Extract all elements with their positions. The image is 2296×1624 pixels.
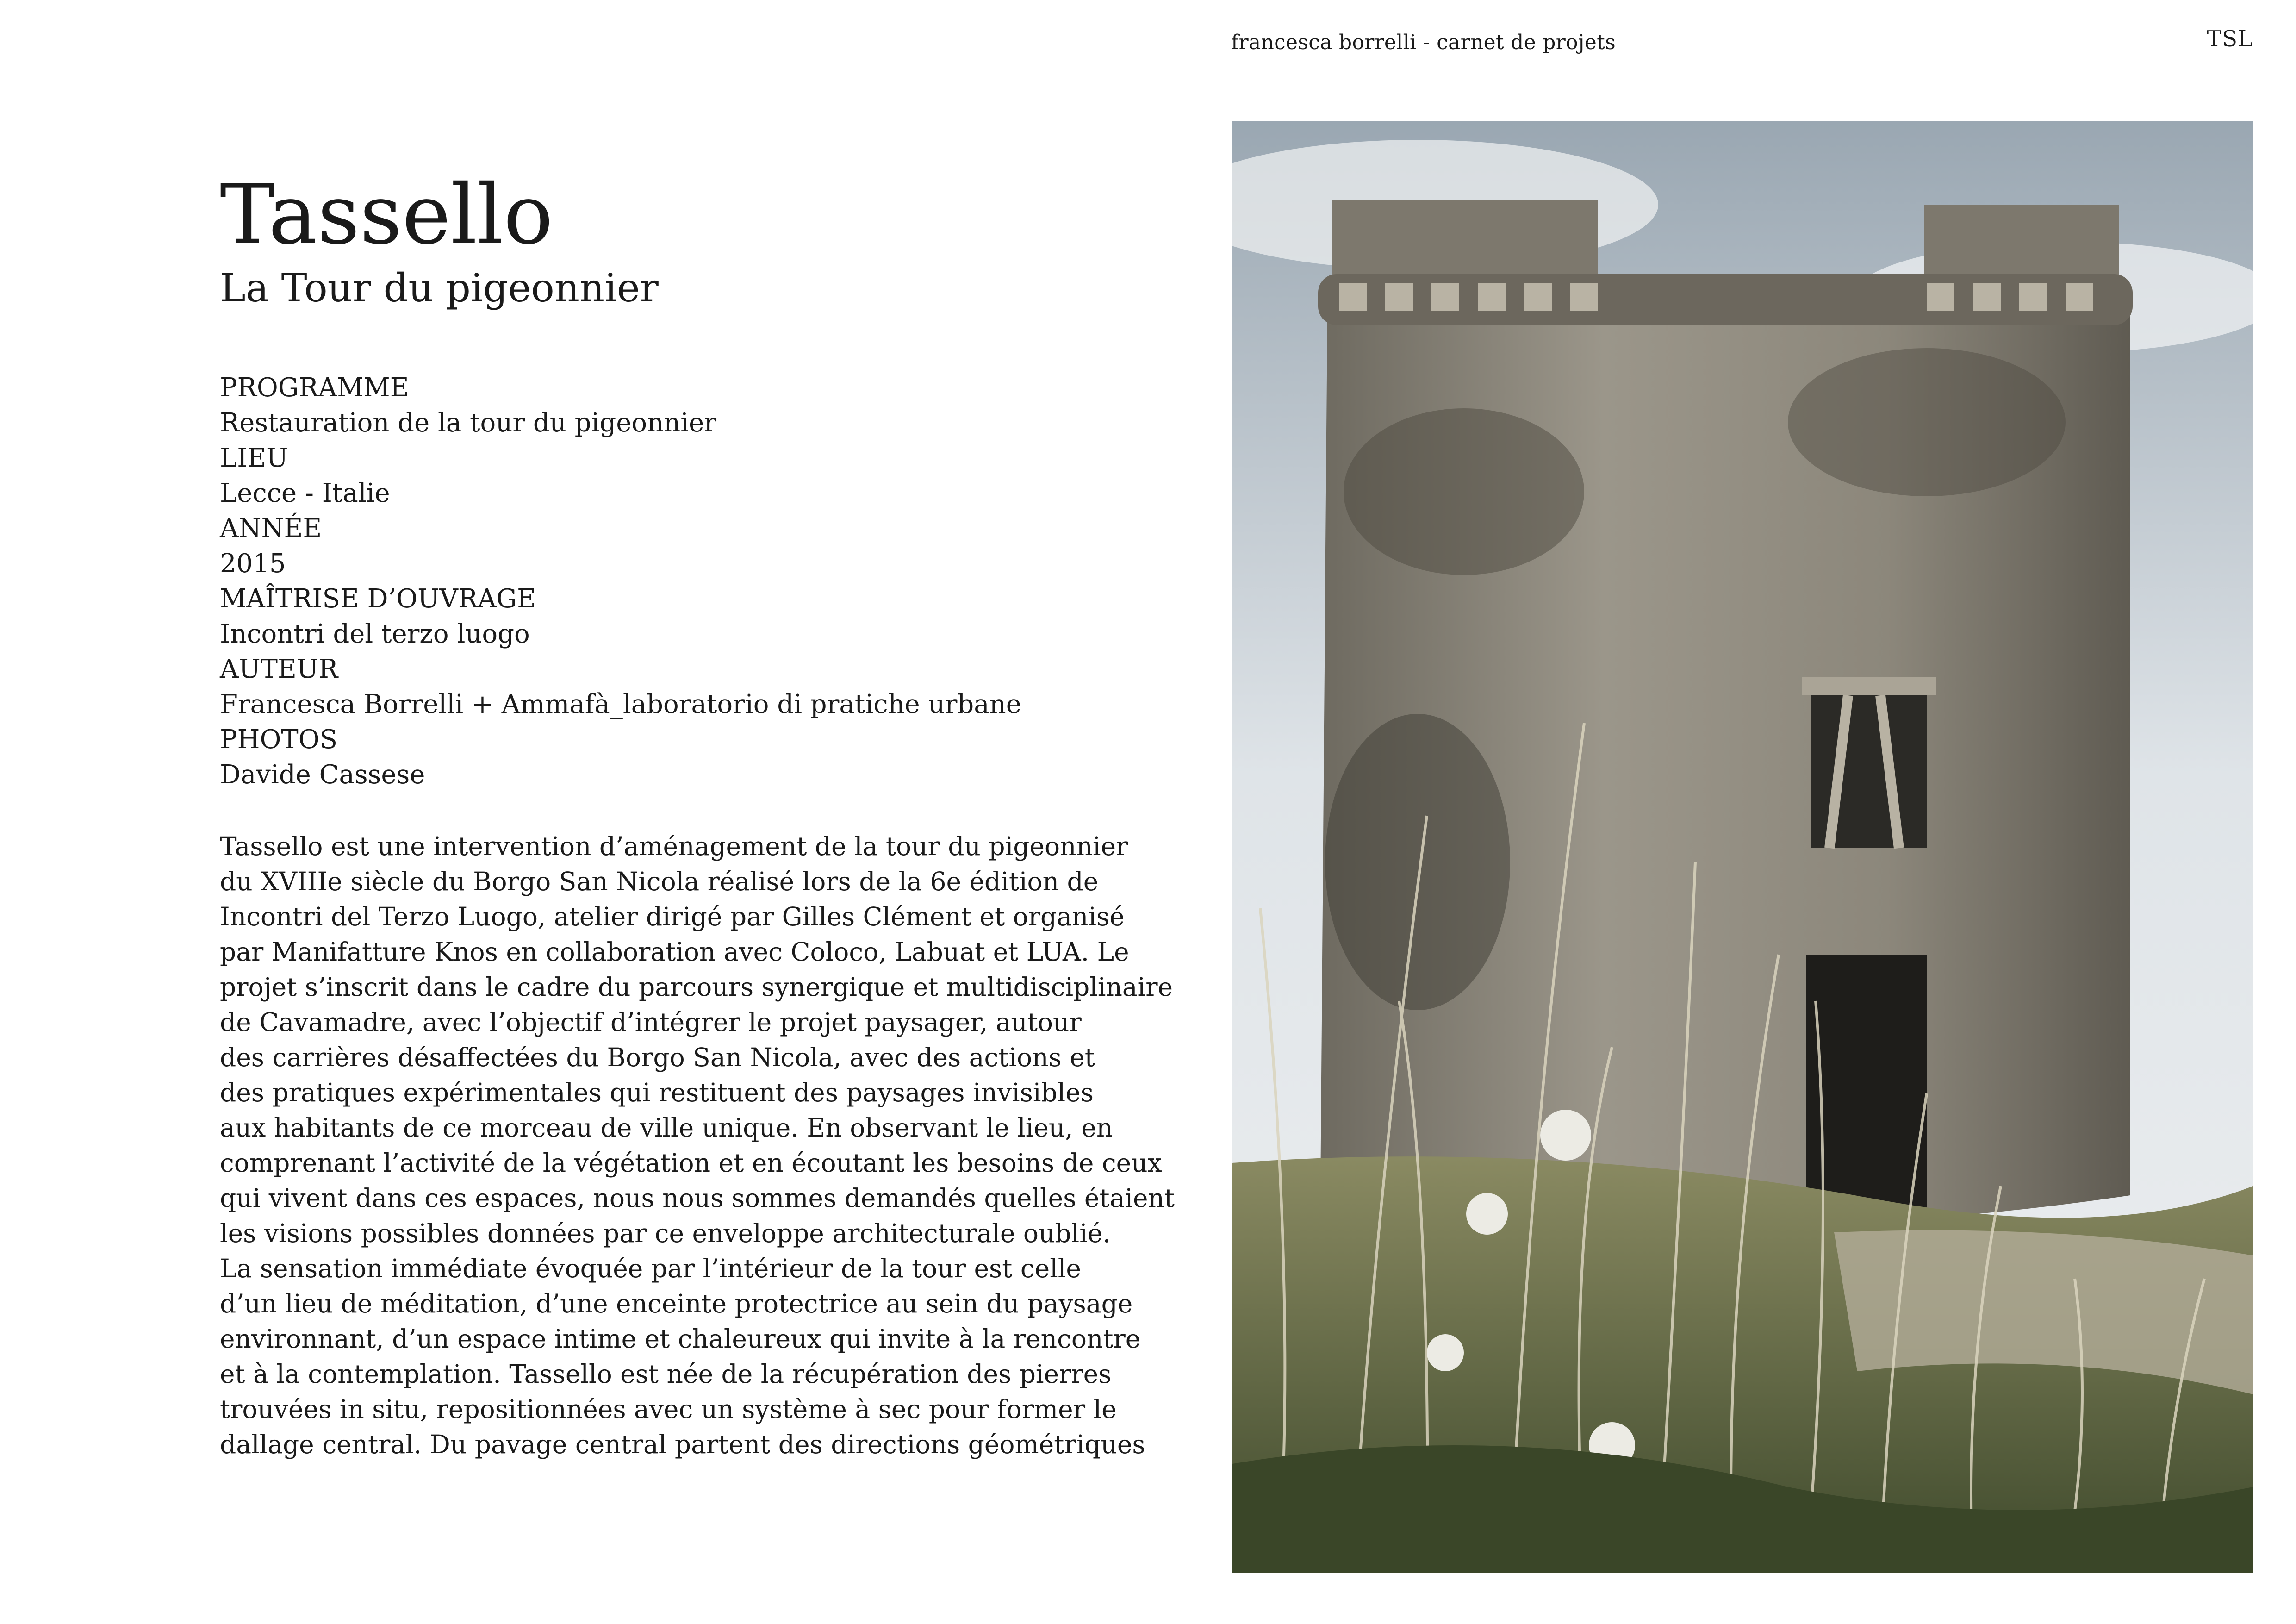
description-line: des carrières désaffectées du Borgo San Nicola, avec des actions et [220, 1043, 1095, 1072]
description-line: Incontri del Terzo Luogo, atelier dirigé par Gilles Clément et organisé [220, 902, 1125, 931]
description-line: par Manifatture Knos en collaboration avec Coloco, Labuat et LUA. Le [220, 937, 1129, 967]
meta-label-annee: ANNÉE [220, 513, 322, 543]
project-title: Tassello [220, 167, 554, 262]
description-line: et à la contemplation. Tassello est née de la récupération des pierres [220, 1359, 1112, 1389]
meta-label-photos: PHOTOS [220, 725, 338, 755]
project-metadata [220, 370, 1021, 793]
description-line: des pratiques expérimentales qui restituent des paysages invisibles [220, 1078, 1094, 1107]
description-line: comprenant l’activité de la végétation et en écoutant les besoins de ceux [220, 1148, 1162, 1178]
meta-label-lieu: LIEU [220, 443, 288, 473]
running-head: francesca borrelli - carnet de projets [1231, 31, 1616, 54]
tower-illustration [1232, 121, 2253, 1573]
description-line: environnant, d’un espace intime et chaleureux qui invite à la rencontre [220, 1324, 1141, 1354]
meta-value-annee: 2015 [220, 549, 286, 579]
meta-value-auteur: Francesca Borrelli + Ammafà_laboratorio di pratiche urbane [220, 689, 1021, 719]
description-line: les visions possibles données par ce enveloppe architecturale oublié. [220, 1218, 1111, 1248]
description-line: La sensation immédiate évoquée par l’intérieur de la tour est celle [220, 1254, 1081, 1283]
description-line: dallage central. Du pavage central partent des directions géométriques [220, 1430, 1145, 1459]
tower-photo [1232, 121, 2253, 1573]
description-line: du XVIIIe siècle du Borgo San Nicola réalisé lors de la 6e édition de [220, 867, 1099, 896]
meta-value-programme: Restauration de la tour du pigeonnier [220, 408, 717, 438]
description-line: Tassello est une intervention d’aménagement de la tour du pigeonnier [220, 831, 1128, 861]
meta-value-lieu: Lecce - Italie [220, 478, 390, 508]
meta-value-photos: Davide Cassese [220, 760, 425, 790]
meta-value-maitrise: Incontri del terzo luogo [220, 619, 530, 649]
description-line: de Cavamadre, avec l’objectif d’intégrer le projet paysager, autour [220, 1007, 1082, 1037]
project-description [220, 829, 1175, 1462]
description-line: aux habitants de ce morceau de ville unique. En observant le lieu, en [220, 1113, 1113, 1143]
description-line: trouvées in situ, repositionnées avec un système à sec pour former le [220, 1394, 1117, 1424]
project-subtitle: La Tour du pigeonnier [220, 265, 659, 311]
description-line: projet s’inscrit dans le cadre du parcours synergique et multidisciplinaire [220, 972, 1173, 1002]
page-tag: TSL [2207, 26, 2253, 52]
meta-label-programme: PROGRAMME [220, 373, 409, 403]
meta-label-maitrise: MAÎTRISE D’OUVRAGE [220, 584, 536, 614]
description-line: qui vivent dans ces espaces, nous nous sommes demandés quelles étaient [220, 1183, 1175, 1213]
meta-label-auteur: AUTEUR [220, 654, 338, 684]
description-line: d’un lieu de méditation, d’une enceinte protectrice au sein du paysage [220, 1289, 1133, 1318]
